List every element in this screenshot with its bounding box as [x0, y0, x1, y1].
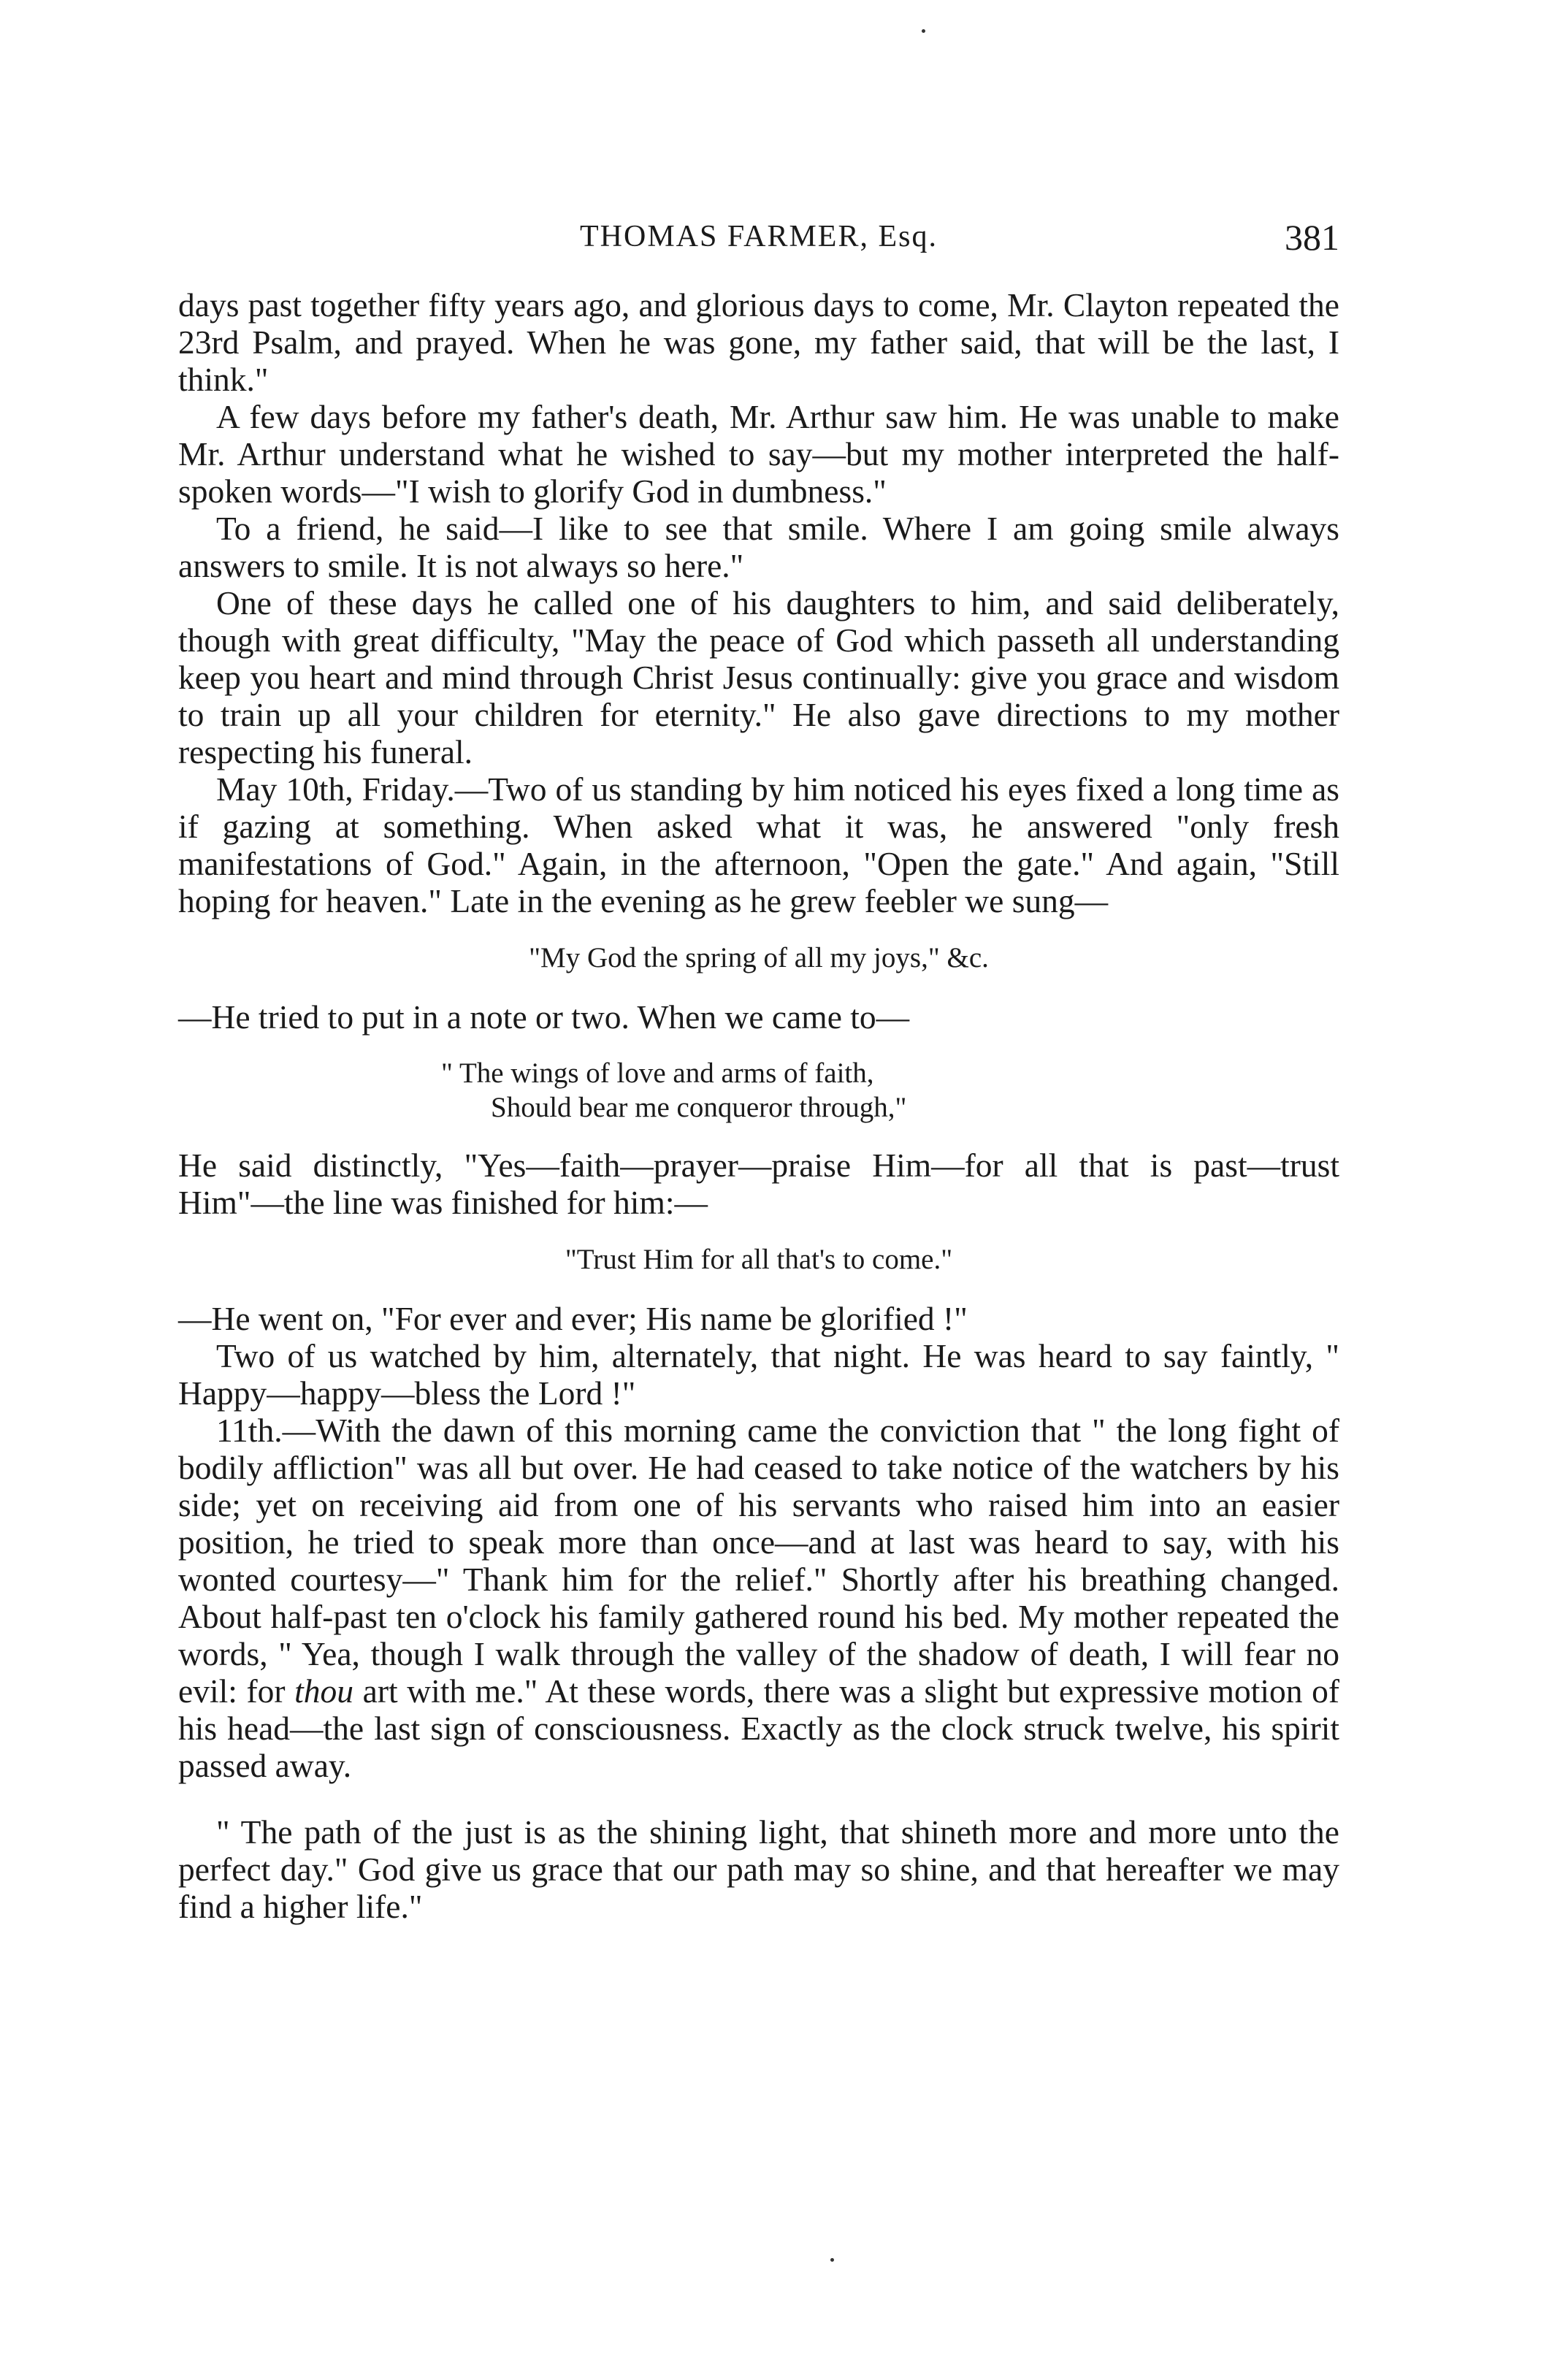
print-speck: [922, 29, 925, 33]
running-title: THOMAS FARMER, Esq.: [580, 220, 938, 253]
italic-word: thou: [294, 1672, 354, 1710]
paragraph-smile: To a friend, he said—I like to see that smile. Where I am going smile always answers to smile. It is not always so here.": [178, 510, 1339, 584]
paragraph-note: —He tried to put in a note or two. When we came to—: [178, 998, 910, 1036]
paragraph-went-on: —He went on, "For ever and ever; His name be glorified !": [178, 1300, 968, 1337]
hymn-line-2: Should bear me conqueror through,": [491, 1092, 907, 1123]
text-segment: 11th.—With the dawn of this morning came the conviction that " the long fight of bodily affliction" was all but over. He had ceased to take notice of the watchers by his side; yet on receiving aid from one of his servants who raised him into an easier position, he tried to speak more than once—and at last was heard to say, with his wonted courtesy—" Thank him for the relief." Shortly after his breathing changed. About half-past ten o'clock his family gathered round his bed. My mother repeated the words, " Yea, though I walk through the valley of the shadow of death, I will fear no evil: for: [178, 1412, 1339, 1710]
page-body: [178, 286, 1339, 1925]
text-segment: art with me." At these words, there was a slight but expressive motion of his head—the last sign of consciousness. Exactly as the clock struck twelve, his spirit passed away.: [178, 1672, 1339, 1784]
paragraph-night: Two of us watched by him, alternately, that night. He was heard to say faintly, " Happy—happy—bless the Lord !": [178, 1337, 1339, 1412]
paragraph-blessing: One of these days he called one of his daughters to him, and said deliberately, though with great difficulty, "May the peace of God which passeth all understanding keep you heart and mind through Christ Jesus continually: give you grace and wisdom to train up all your children for eternity." He also gave directions to my mother respecting his funeral.: [178, 584, 1339, 770]
page-number: 381: [1285, 217, 1339, 258]
hymn-quote-wings: [441, 1056, 1339, 1125]
paragraph-11th: [178, 1412, 1339, 1784]
hymn-line-1: " The wings of love and arms of faith,: [441, 1057, 874, 1089]
paragraph-continuation: days past together fifty years ago, and glorious days to come, Mr. Clayton repeated the 23rd Psalm, and prayed. When he was gone, my father said, that will be the last, I think.": [178, 286, 1339, 398]
paragraph-mr-arthur: A few days before my father's death, Mr. Arthur saw him. He was unable to make Mr. Arthur understand what he wished to say—but my mother interpreted the half-spoken words—"I wish to glorify God in dumbness.": [178, 398, 1339, 510]
paragraph-may-10th: May 10th, Friday.—Two of us standing by him noticed his eyes fixed a long time as if gazing at something. When asked what it was, he answered "only fresh manifestations of God." Again, in the afternoon, "Open the gate." And again, "Still hoping for heaven." Late in the evening as he grew feebler we sung—: [178, 770, 1339, 919]
paragraph-distinctly: He said distinctly, "Yes—faith—prayer—praise Him—for all that is past—trust Him"—the line was finished for him:—: [178, 1147, 1339, 1221]
paragraph-closing: " The path of the just is as the shining light, that shineth more and more unto the perfect day." God give us grace that our path may so shine, and that hereafter we may find a higher life.": [178, 1813, 1339, 1925]
running-header: [178, 219, 1339, 270]
book-page: [178, 219, 1339, 1925]
hymn-quote-joys: "My God the spring of all my joys," &c.: [529, 942, 989, 973]
print-speck: [830, 2258, 834, 2262]
hymn-quote-trust: "Trust Him for all that's to come.": [565, 1244, 953, 1275]
